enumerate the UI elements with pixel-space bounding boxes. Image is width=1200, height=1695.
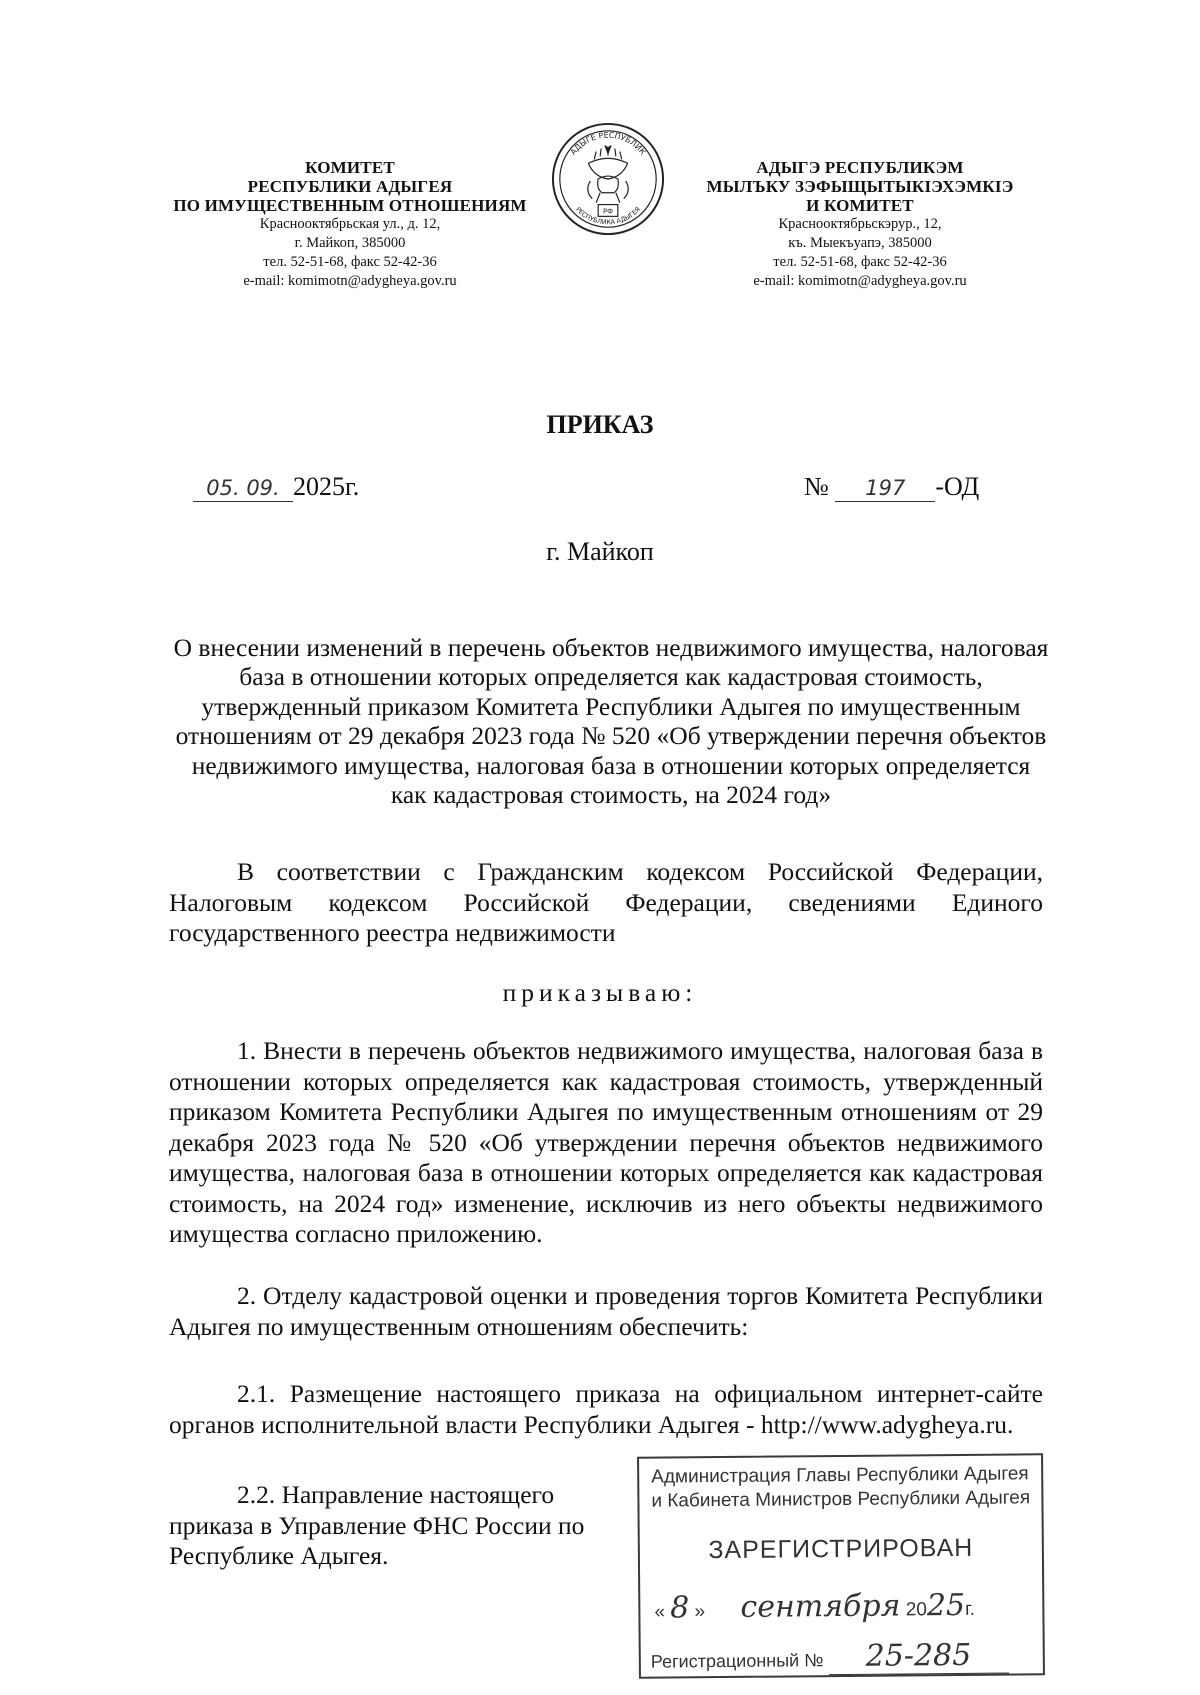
header-right-email: e-mail: komimotn@adygheya.gov.ru bbox=[753, 273, 967, 289]
order-date-year: 2025г. bbox=[293, 472, 360, 501]
header-left-phone: тел. 52-51-68, факс 52-42-36 bbox=[263, 254, 437, 270]
header-right bbox=[690, 158, 1030, 291]
stamp-month: сентября bbox=[740, 1588, 901, 1625]
stamp-open-quote: « bbox=[654, 1601, 666, 1623]
order-date-handwritten: 05. 09. bbox=[193, 475, 293, 502]
header-left-line1: КОМИТЕТ bbox=[305, 158, 395, 177]
header-right-line1: АДЫГЭ РЕСПУБЛИКЭМ bbox=[756, 158, 964, 177]
order-date bbox=[193, 472, 359, 502]
emblem-bottom-text: РЕСПУБЛИКА АДЫГЕЯ bbox=[574, 205, 642, 227]
registration-stamp bbox=[637, 1453, 1045, 1679]
intro-paragraph: В соответствии с Гражданским кодексом Российской Федерации, Налоговым кодексом Российской Федерации, сведениями Единого государственного реестра недвижимости bbox=[169, 857, 1043, 947]
header-right-address: Краснооктябрьскэрур., 12, bbox=[778, 216, 942, 232]
order-subject: О внесении изменений в перечень объектов недвижимого имущества, налоговая база в отношении которых определяется как кадастровая стоимость, утвержденный приказом Комитета Республики Адыгея по имущественным отношениям от 29 декабря 2023 года № 520 «Об утверждении перечня объектов недвижимого имущества, налоговая база в отношении которых определяется как кадастровая стоимость, на 2024 год» bbox=[173, 633, 1049, 810]
stamp-date bbox=[654, 1588, 975, 1626]
header-left bbox=[150, 158, 550, 291]
header-right-line3: И КОМИТЕТ bbox=[806, 196, 914, 215]
stamp-line2: и Кабинета Министров Республики Адыгея bbox=[651, 1487, 1031, 1512]
stamp-year-end: г. bbox=[965, 1598, 976, 1620]
stamp-reg-number bbox=[651, 1638, 1009, 1677]
stamp-registered: ЗАРЕГИСТРИРОВАН bbox=[708, 1533, 974, 1565]
item-2-paragraph: 2. Отделу кадастровой оценки и проведения торгов Комитета Республики Адыгея по имущественным отношениям обеспечить: bbox=[169, 1281, 1043, 1341]
header-right-phone: тел. 52-51-68, факс 52-42-36 bbox=[773, 254, 947, 270]
stamp-line1: Администрация Главы Республики Адыгея bbox=[651, 1463, 1029, 1488]
header-left-line2: РЕСПУБЛИКИ АДЫГЕЯ bbox=[247, 177, 453, 196]
order-number bbox=[804, 472, 979, 502]
stamp-reg-label: Регистрационный № bbox=[650, 1650, 824, 1672]
header-left-city: г. Майкоп, 385000 bbox=[294, 235, 406, 251]
emblem-shield-text: РФ bbox=[602, 207, 614, 216]
item-1-paragraph: 1. Внести в перечень объектов недвижимого имущества, налоговая база в отношении которых определяется как кадастровая стоимость, утвержденный приказом Комитета Республики Адыгея по имущественным отношениям от 29 декабря 2023 года № 520 «Об утверждении перечня объектов недвижимого имущества, налоговая база в отношении которых определяется как кадастровая стоимость, на 2024 год» изменение, исключив из него объекты недвижимого имущества согласно приложению. bbox=[169, 1036, 1043, 1248]
stamp-year-prefix: 20 bbox=[905, 1599, 928, 1621]
header-left-line3: ПО ИМУЩЕСТВЕННЫМ ОТНОШЕНИЯМ bbox=[173, 196, 527, 215]
stamp-year-suffix: 25 bbox=[926, 1587, 966, 1624]
orders-word: приказываю: bbox=[502, 978, 698, 1007]
item-2-1-paragraph: 2.1. Размещение настоящего приказа на официальном интернет-сайте органов исполнительной власти Республики Адыгея - http://www.adygheya.ru. bbox=[169, 1379, 1043, 1439]
document-title: ПРИКАЗ bbox=[546, 410, 654, 439]
order-number-prefix: № bbox=[804, 472, 829, 501]
stamp-reg-value: 25-285 bbox=[828, 1638, 1008, 1676]
header-left-email: e-mail: komimotn@adygheya.gov.ru bbox=[243, 273, 457, 289]
item-2-2-paragraph: 2.2. Направление настоящего приказа в Управление ФНС России по Республике Адыгея. bbox=[169, 1480, 585, 1570]
stamp-day: 8 bbox=[670, 1590, 690, 1626]
header-left-address: Краснооктябрьская ул., д. 12, bbox=[259, 216, 441, 232]
header-right-city: къ. Мыекъуапэ, 385000 bbox=[788, 235, 932, 251]
emblem-top-text: АДЫГЕ РЕСПУБЛИК bbox=[568, 130, 648, 157]
header-right-line2: МЫЛЪКУ ЗЭФЫЩЫТЫКІЭХЭМКІЭ bbox=[706, 177, 1014, 196]
order-city: г. Майкоп bbox=[546, 537, 654, 566]
stamp-close-quote: » bbox=[694, 1601, 706, 1623]
order-number-handwritten: 197 bbox=[835, 475, 935, 502]
order-number-suffix: -ОД bbox=[935, 472, 980, 501]
coat-of-arms-emblem bbox=[549, 120, 667, 238]
